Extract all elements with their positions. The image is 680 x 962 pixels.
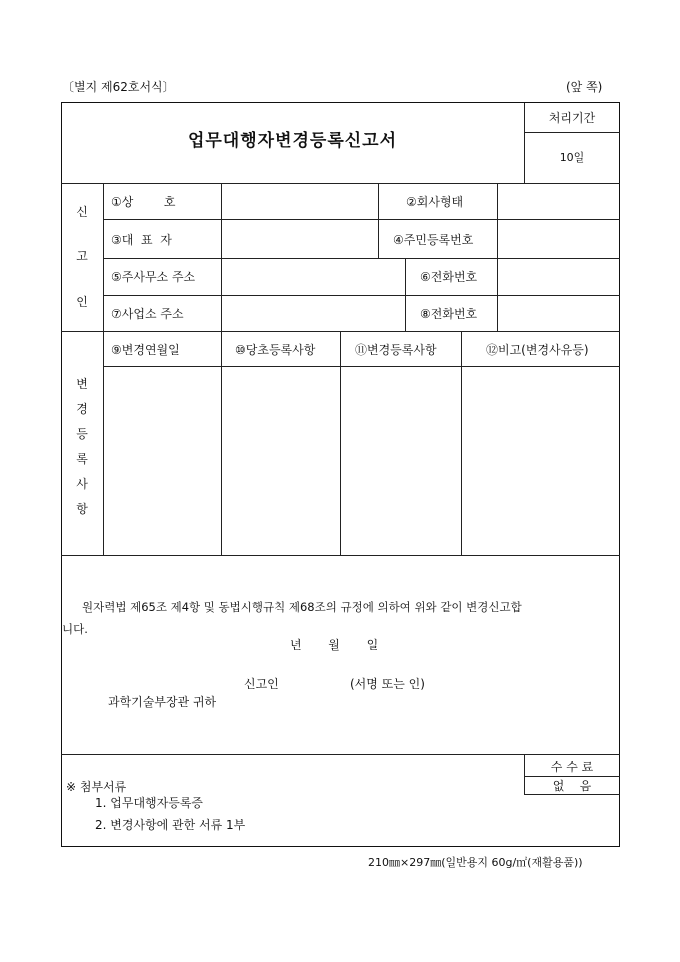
- business-office-address-label: ⑦사업소 주소: [111, 307, 184, 321]
- phone-number-1-label: ⑥전화번호: [420, 270, 478, 284]
- declaration-line-1: 원자력법 제65조 제4항 및 동법시행규칙 제68조의 규정에 의하여 위와 같이 변경신고합: [82, 600, 522, 614]
- recipient: 과학기술부장관 귀하: [108, 695, 217, 709]
- trade-name-field[interactable]: [222, 184, 377, 218]
- company-type-field[interactable]: [498, 184, 619, 218]
- phone-number-2-label: ⑧전화번호: [420, 307, 478, 321]
- processing-period-value: 10일: [559, 151, 585, 164]
- changes-section-char-5: 사: [76, 477, 88, 491]
- changes-section-char-6: 항: [76, 502, 88, 516]
- applicant-section-char-2: 고: [76, 249, 88, 263]
- original-registration-cell[interactable]: [222, 367, 339, 554]
- attachment-item-2: 2. 변경사항에 관한 서류 1부: [95, 818, 246, 832]
- changes-section-char-3: 등: [76, 427, 88, 441]
- changed-registration-cell[interactable]: [341, 367, 460, 554]
- trade-name-label: ①상 호: [111, 195, 176, 209]
- resident-number-field[interactable]: [498, 220, 619, 257]
- applicant-section-char-3: 인: [76, 295, 88, 309]
- processing-period-label: 처리기간: [548, 111, 596, 125]
- main-office-address-field[interactable]: [222, 259, 404, 294]
- paper-spec: 210㎜×297㎜(일반용지 60g/㎡(재활용품)): [368, 856, 583, 869]
- attachments-title: ※ 첨부서류: [66, 780, 127, 794]
- representative-label: ③대 표 자: [111, 233, 172, 247]
- change-date-cell[interactable]: [104, 367, 220, 554]
- declaration-line-2: 니다.: [62, 622, 88, 636]
- form-number: 〔별지 제62호서식〕: [62, 80, 175, 94]
- change-date-header: ⑨변경연월일: [111, 343, 180, 357]
- business-office-address-field[interactable]: [222, 296, 404, 330]
- resident-number-label: ④주민등록번호: [393, 233, 474, 247]
- changes-section-char-2: 경: [76, 402, 88, 416]
- fee-value: 없 음: [552, 779, 592, 793]
- applicant-label: 신고인: [244, 677, 279, 691]
- attachment-item-1: 1. 업무대행자등록증: [95, 796, 204, 810]
- remarks-header: ⑫비고(변경사유등): [486, 343, 589, 357]
- signature-label: (서명 또는 인): [350, 677, 425, 691]
- form-title: 업무대행자변경등록신고서: [187, 131, 398, 151]
- phone-number-1-field[interactable]: [498, 259, 619, 294]
- main-office-address-label: ⑤주사무소 주소: [111, 270, 196, 284]
- representative-field[interactable]: [222, 220, 377, 257]
- original-registration-header: ⑩당초등록사항: [235, 343, 316, 357]
- changes-section-char-4: 록: [76, 452, 88, 466]
- applicant-section-char-1: 신: [76, 205, 88, 219]
- changes-section-char-1: 변: [76, 377, 88, 391]
- page-side-label: (앞 쪽): [566, 80, 603, 94]
- fee-label: 수 수 료: [550, 760, 594, 774]
- company-type-label: ②회사형태: [406, 195, 464, 209]
- phone-number-2-field[interactable]: [498, 296, 619, 330]
- declaration-date: 년 월 일: [290, 638, 379, 652]
- remarks-cell[interactable]: [462, 367, 619, 554]
- changed-registration-header: ⑪변경등록사항: [355, 343, 437, 357]
